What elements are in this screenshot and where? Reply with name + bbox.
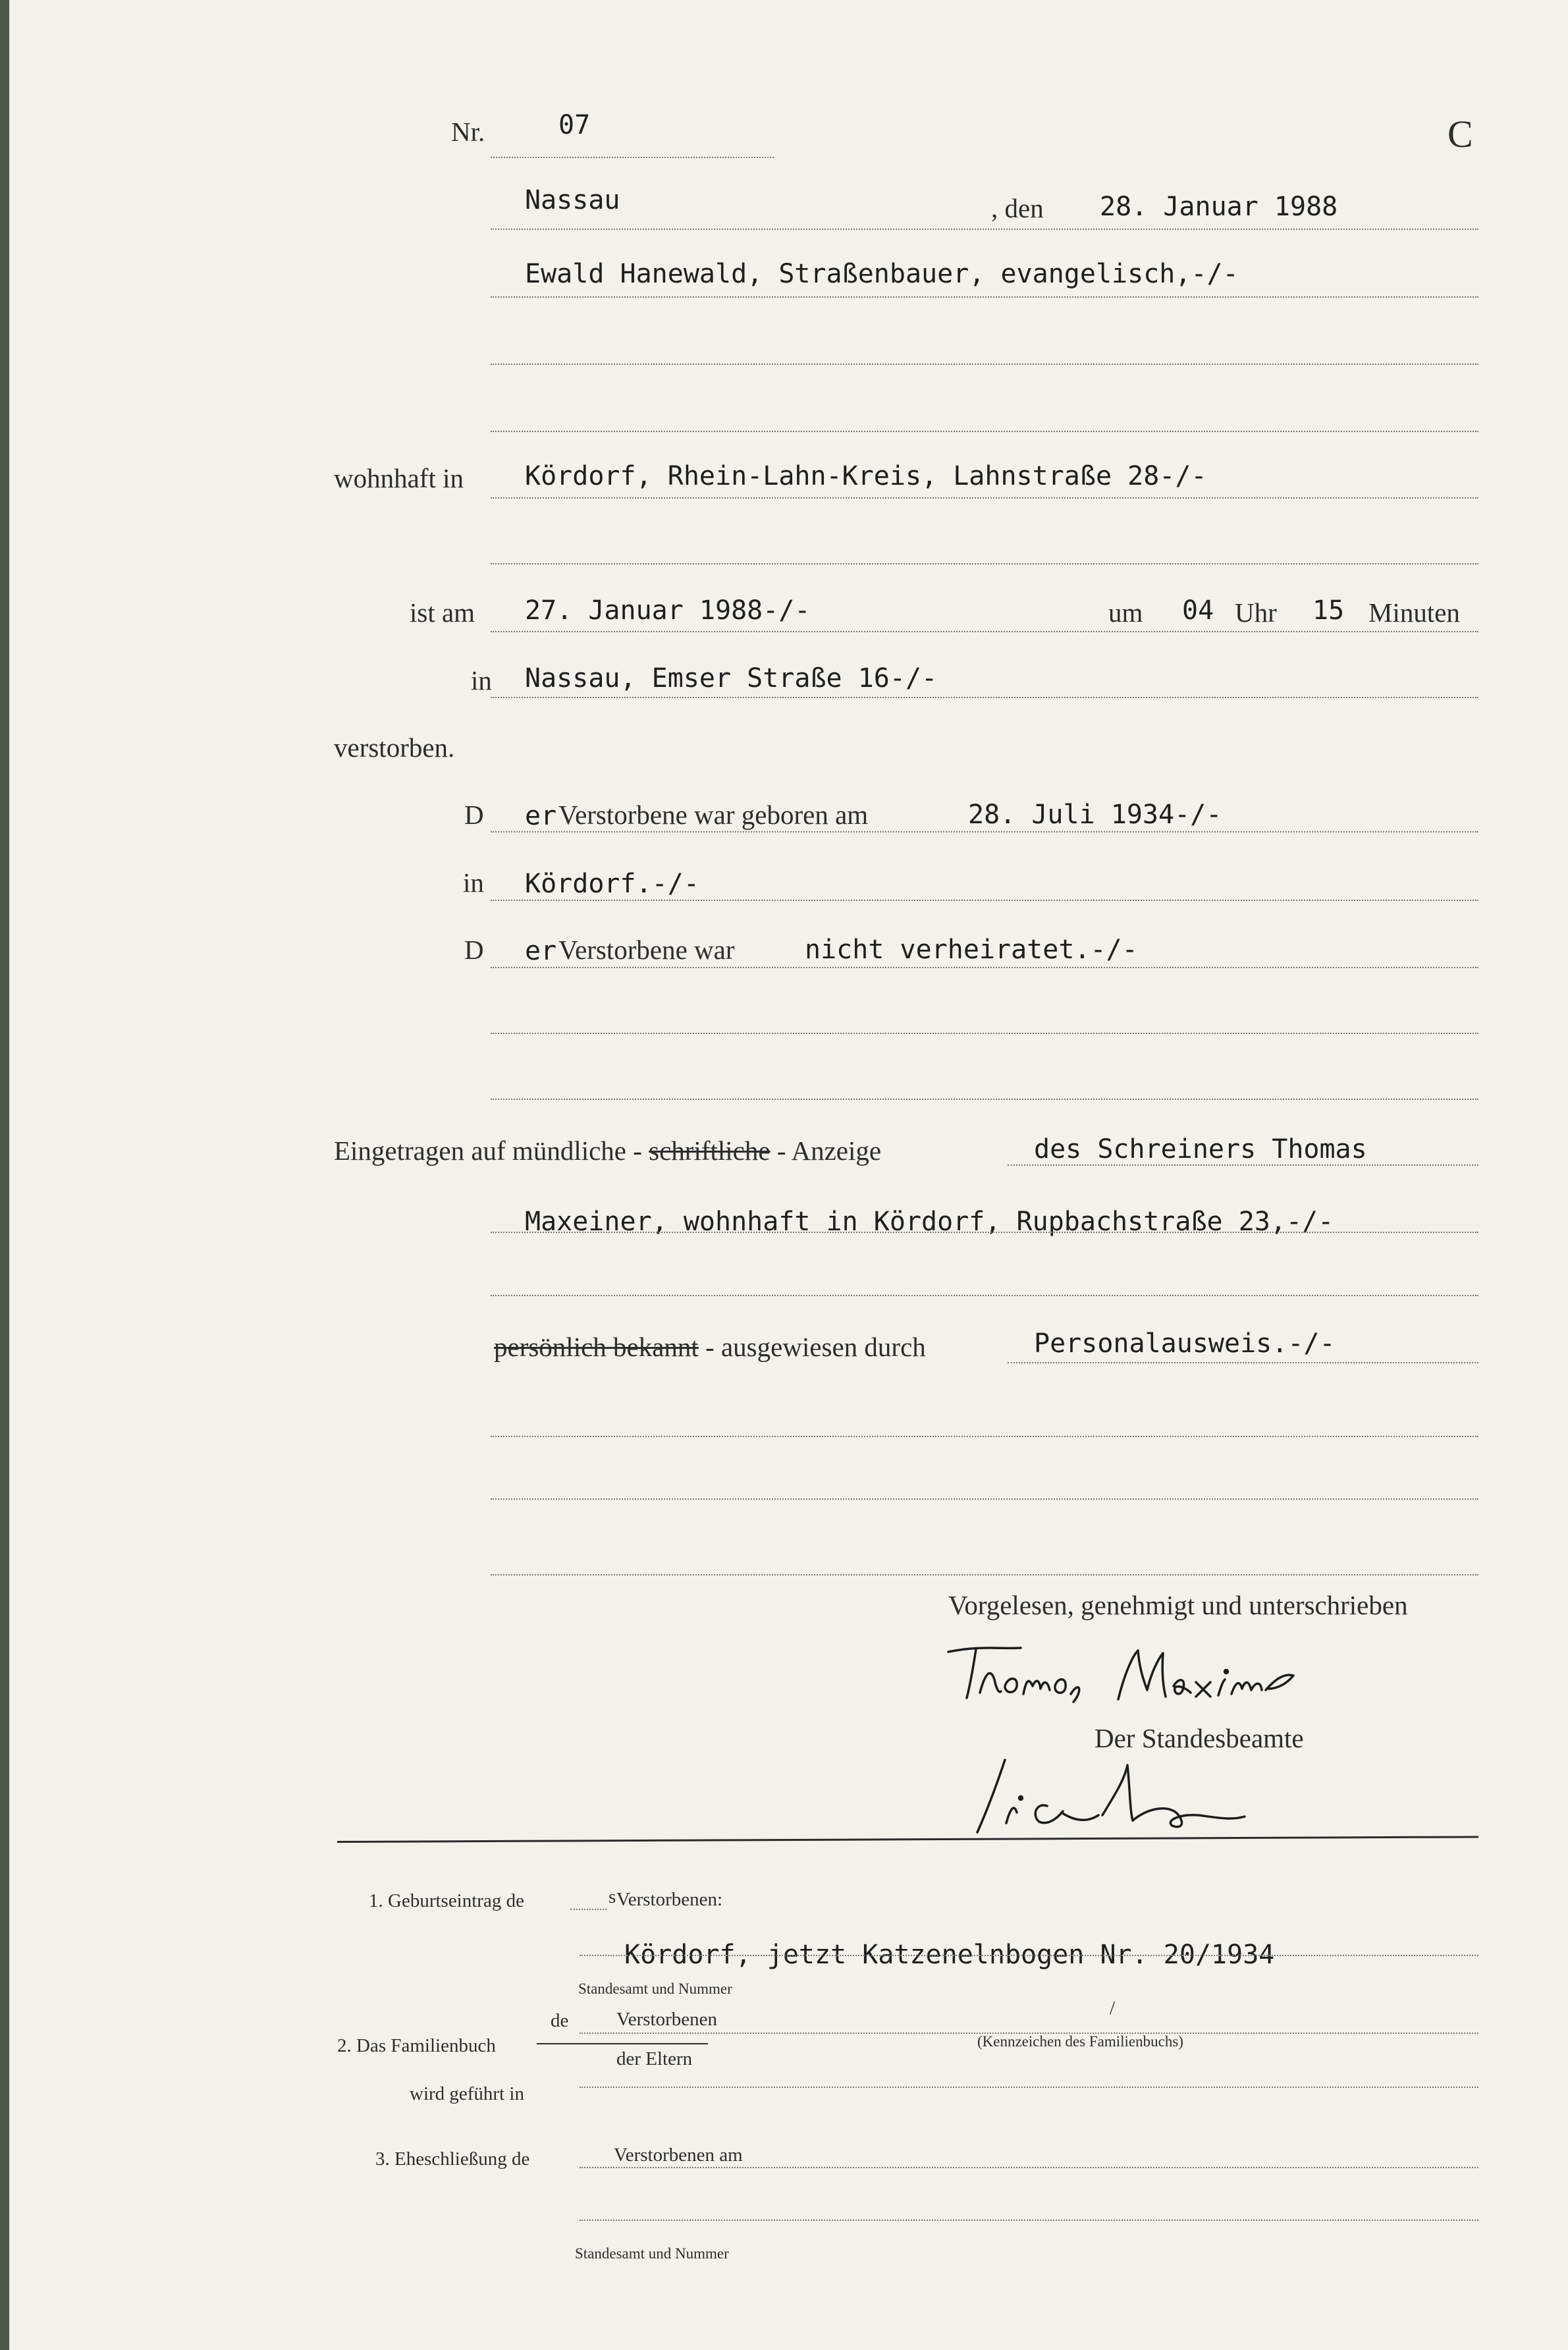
id-line: [1008, 1362, 1478, 1363]
item2-fraction-bar: [537, 2043, 708, 2044]
birth-date: 28. Juli 1934-/-: [968, 800, 1222, 830]
footer-separator: [337, 1836, 1478, 1843]
item2-verstorbenen: Verstorbenen: [616, 2009, 718, 2030]
residence-line-1: [491, 497, 1478, 499]
item1-line: [580, 1955, 1478, 1956]
item1-suffix: Verstorbenen:: [616, 1889, 723, 1910]
extra-line-2: [491, 1498, 1478, 1500]
signature-official-image: [968, 1752, 1278, 1844]
death-date: 27. Januar 1988-/-: [525, 595, 811, 626]
extra-line-3: [491, 1574, 1478, 1575]
informant-line-rule-1: [1008, 1164, 1478, 1166]
marital-er: er: [525, 936, 557, 966]
marital-value: nicht verheiratet.-/-: [805, 935, 1138, 965]
date-value: 28. Januar 1988: [1100, 192, 1338, 222]
standesamt-nummer-label-2: Standesamt und Nummer: [575, 2245, 729, 2262]
death-hour: 04: [1182, 595, 1214, 626]
item1-dots: [570, 1909, 607, 1910]
deceased-name: Ewald Hanewald, Straßenbauer, evangelisch,-/-: [525, 259, 1239, 289]
item2-label: 2. Das Familienbuch: [337, 2035, 496, 2056]
marital-line-1: [491, 967, 1478, 968]
nr-value: 07: [558, 110, 591, 140]
item2-wird: wird geführt in: [410, 2083, 524, 2104]
item3-label: 3. Eheschließung de: [375, 2148, 530, 2170]
nr-label: Nr.: [451, 117, 485, 147]
death-date-line: [491, 631, 1478, 632]
vorgelesen-text: Vorgelesen, genehmigt und unterschrieben: [948, 1590, 1408, 1620]
extra-line-1: [491, 1436, 1478, 1437]
name-line-2: [491, 364, 1478, 365]
ist-am-label: ist am: [410, 597, 475, 628]
death-place-line: [491, 697, 1478, 698]
item3-line: [580, 2167, 1478, 2168]
id-value: Personalausweis.-/-: [1034, 1328, 1336, 1359]
item1-s: s: [608, 1886, 616, 1907]
birth-text: Verstorbene war geboren am: [558, 800, 869, 830]
um-label: um: [1108, 597, 1143, 628]
page-edge: [0, 0, 9, 2350]
item1-label: 1. Geburtseintrag de: [369, 1890, 524, 1911]
name-line-3: [491, 431, 1478, 432]
form-letter: C: [1447, 113, 1473, 155]
item2-kennzeichen: (Kennzeichen des Familienbuchs): [977, 2033, 1183, 2050]
item2-slash: /: [1110, 1998, 1116, 2019]
birth-d-label: D: [464, 800, 484, 830]
birth-er: er: [525, 801, 557, 831]
place-date-line: [491, 229, 1478, 230]
nr-line: [491, 157, 774, 158]
death-place: Nassau, Emser Straße 16-/-: [525, 663, 938, 694]
uhr-label: Uhr: [1235, 597, 1277, 628]
informant-line-1: des Schreiners Thomas: [1034, 1134, 1367, 1164]
schriftliche-struck: schriftliche: [649, 1135, 770, 1166]
item2-place-line: [580, 2087, 1478, 2088]
place-value: Nassau: [525, 185, 620, 215]
signature-informant-image: [942, 1633, 1337, 1712]
residence-label: wohnhaft in: [334, 463, 464, 493]
item1-value: Kördorf, jetzt Katzenelnbogen Nr. 20/1934: [624, 1940, 1275, 1970]
birth-place-line: [491, 900, 1478, 901]
informant-line-rule-3: [491, 1295, 1478, 1296]
item3-line-2: [580, 2220, 1478, 2221]
residence-line-2: [491, 563, 1478, 564]
birth-place: Kördorf.-/-: [525, 869, 699, 899]
residence-value: Kördorf, Rhein-Lahn-Kreis, Lahnstraße 28-/-: [525, 461, 1207, 491]
informant-line-2: Maxeiner, wohnhaft in Kördorf, Rupbachstraße 23,-/-: [525, 1207, 1334, 1237]
informant-line-rule-2: [491, 1232, 1478, 1233]
item3-value: Verstorbenen am: [614, 2145, 743, 2166]
den-label: , den: [991, 193, 1044, 223]
marital-line-3: [491, 1099, 1478, 1100]
minuten-label: Minuten: [1368, 597, 1460, 628]
marital-d-label: D: [464, 935, 484, 965]
birth-in-label: in: [463, 867, 484, 898]
item2-de: de: [551, 2010, 569, 2031]
item2-eltern: der Eltern: [616, 2048, 693, 2069]
standesbeamte-label: Der Standesbeamte: [1095, 1723, 1304, 1753]
marital-text: Verstorbene war: [558, 935, 735, 965]
persoenlich-bekannt-struck: persönlich bekannt: [494, 1332, 699, 1362]
death-in-label: in: [471, 665, 492, 696]
eingetragen-text: Eingetragen auf mündliche - schriftliche - Anzeige: [334, 1135, 882, 1166]
marital-line-2: [491, 1033, 1478, 1034]
verstorben-label: verstorben.: [334, 732, 455, 763]
identity-text: persönlich bekannt - ausgewiesen durch: [494, 1332, 926, 1362]
standesamt-nummer-label: Standesamt und Nummer: [578, 1981, 732, 1997]
name-line-1: [491, 296, 1478, 298]
birth-date-line: [491, 831, 1478, 833]
death-minutes: 15: [1312, 595, 1345, 626]
